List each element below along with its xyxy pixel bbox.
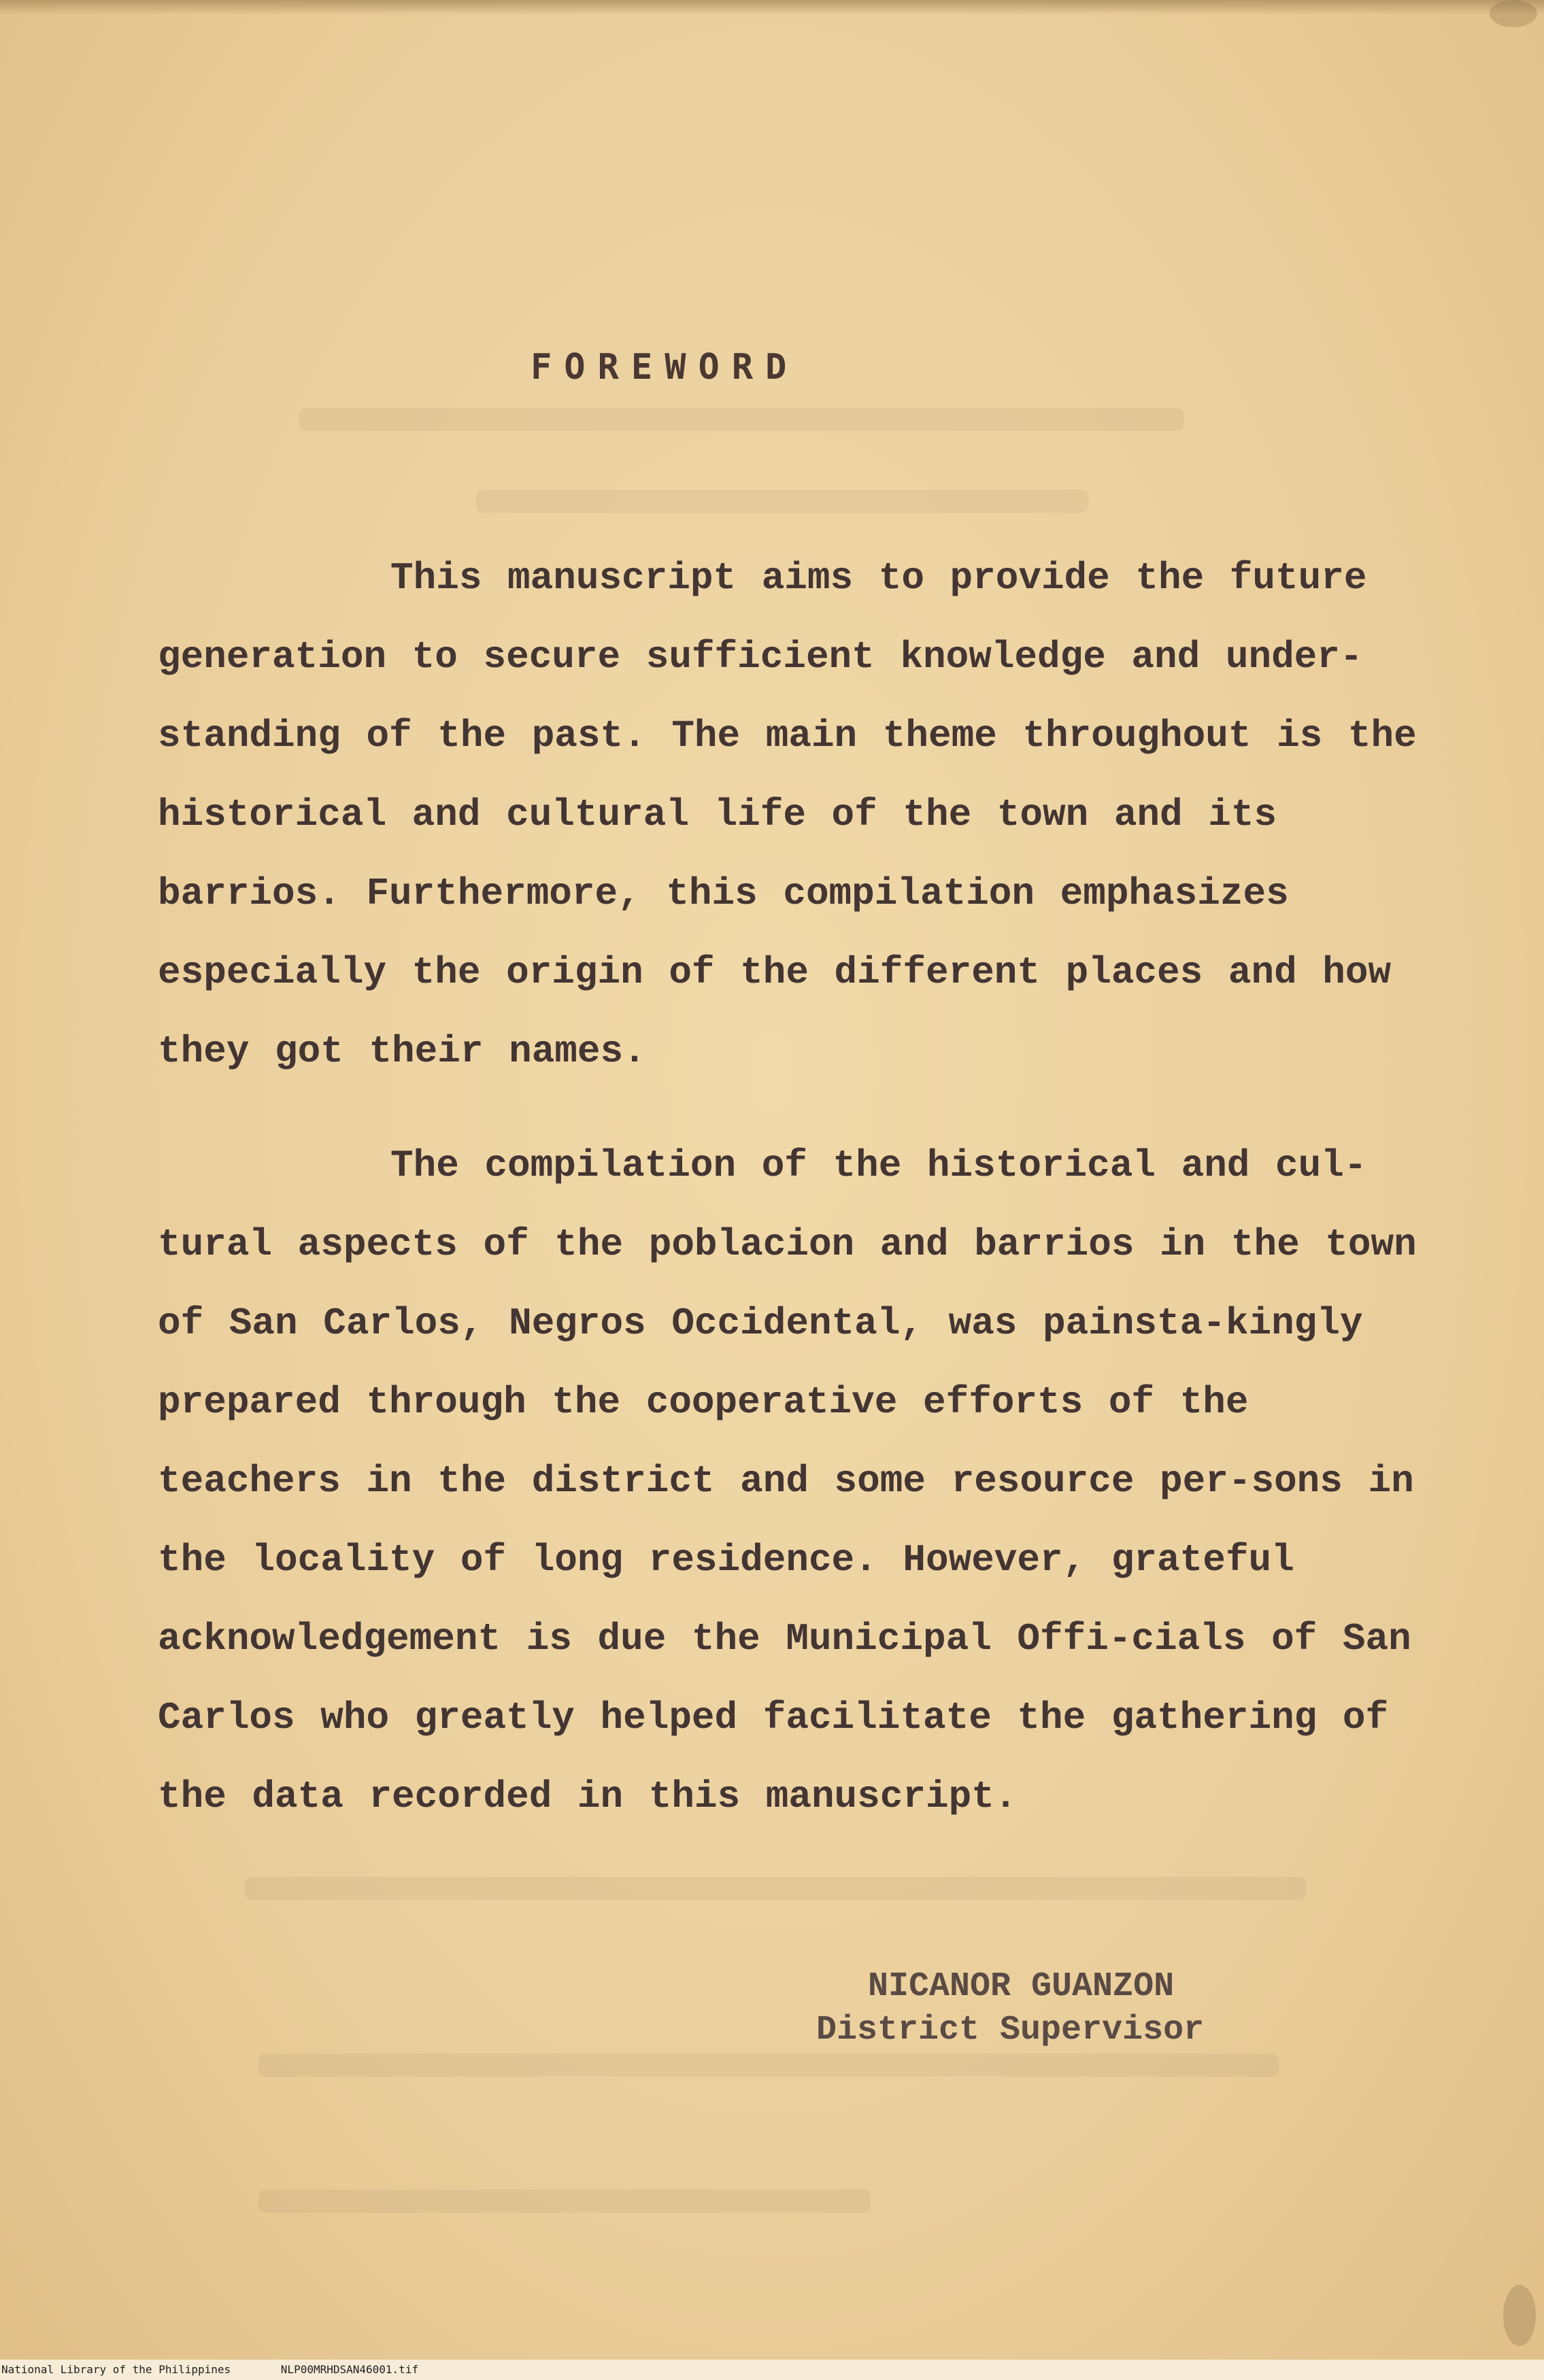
page-heading: FOREWORD xyxy=(531,347,799,388)
scan-footer xyxy=(0,2360,1544,2380)
foreword-paragraph-2: The compilation of the historical and cul-tural aspects of the poblacion and barrios in the town of San Carlos, Negros Occidental, was painsta-kingly prepared through the cooperative efforts of the teachers in the district and some resource per-sons in the locality of long residence. However, grateful acknowledgement is due the Municipal Offi-cials of San Carlos who greatly helped facilitate the gathering of the data recorded in this manuscript. xyxy=(158,1144,1417,1818)
signatory-name: NICANOR GUANZON xyxy=(868,1967,1175,2006)
bleed-through-mark xyxy=(245,1877,1306,1900)
bleed-through-mark xyxy=(299,408,1184,431)
bleed-through-mark xyxy=(476,490,1088,513)
page-top-edge xyxy=(0,0,1544,15)
ink-smudge xyxy=(1490,0,1537,27)
ink-smudge xyxy=(1503,2285,1536,2346)
bleed-through-mark xyxy=(258,2054,1279,2077)
footer-filename: NLP00MRHDSAN46001.tif xyxy=(280,2363,419,2376)
foreword-paragraph-1: This manuscript aims to provide the future generation to secure sufficient knowledge and under-standing of the past. The main theme throughout is the historical and cultural life of the town and its barrios. Furthermore, this compilation emphasizes especially the origin of the different places and how they got their names. xyxy=(158,556,1417,1073)
footer-library-name: National Library of the Philippines xyxy=(1,2363,231,2376)
bleed-through-mark xyxy=(258,2190,871,2213)
signatory-title: District Supervisor xyxy=(816,2011,1205,2050)
signature-block xyxy=(816,1965,1204,2052)
